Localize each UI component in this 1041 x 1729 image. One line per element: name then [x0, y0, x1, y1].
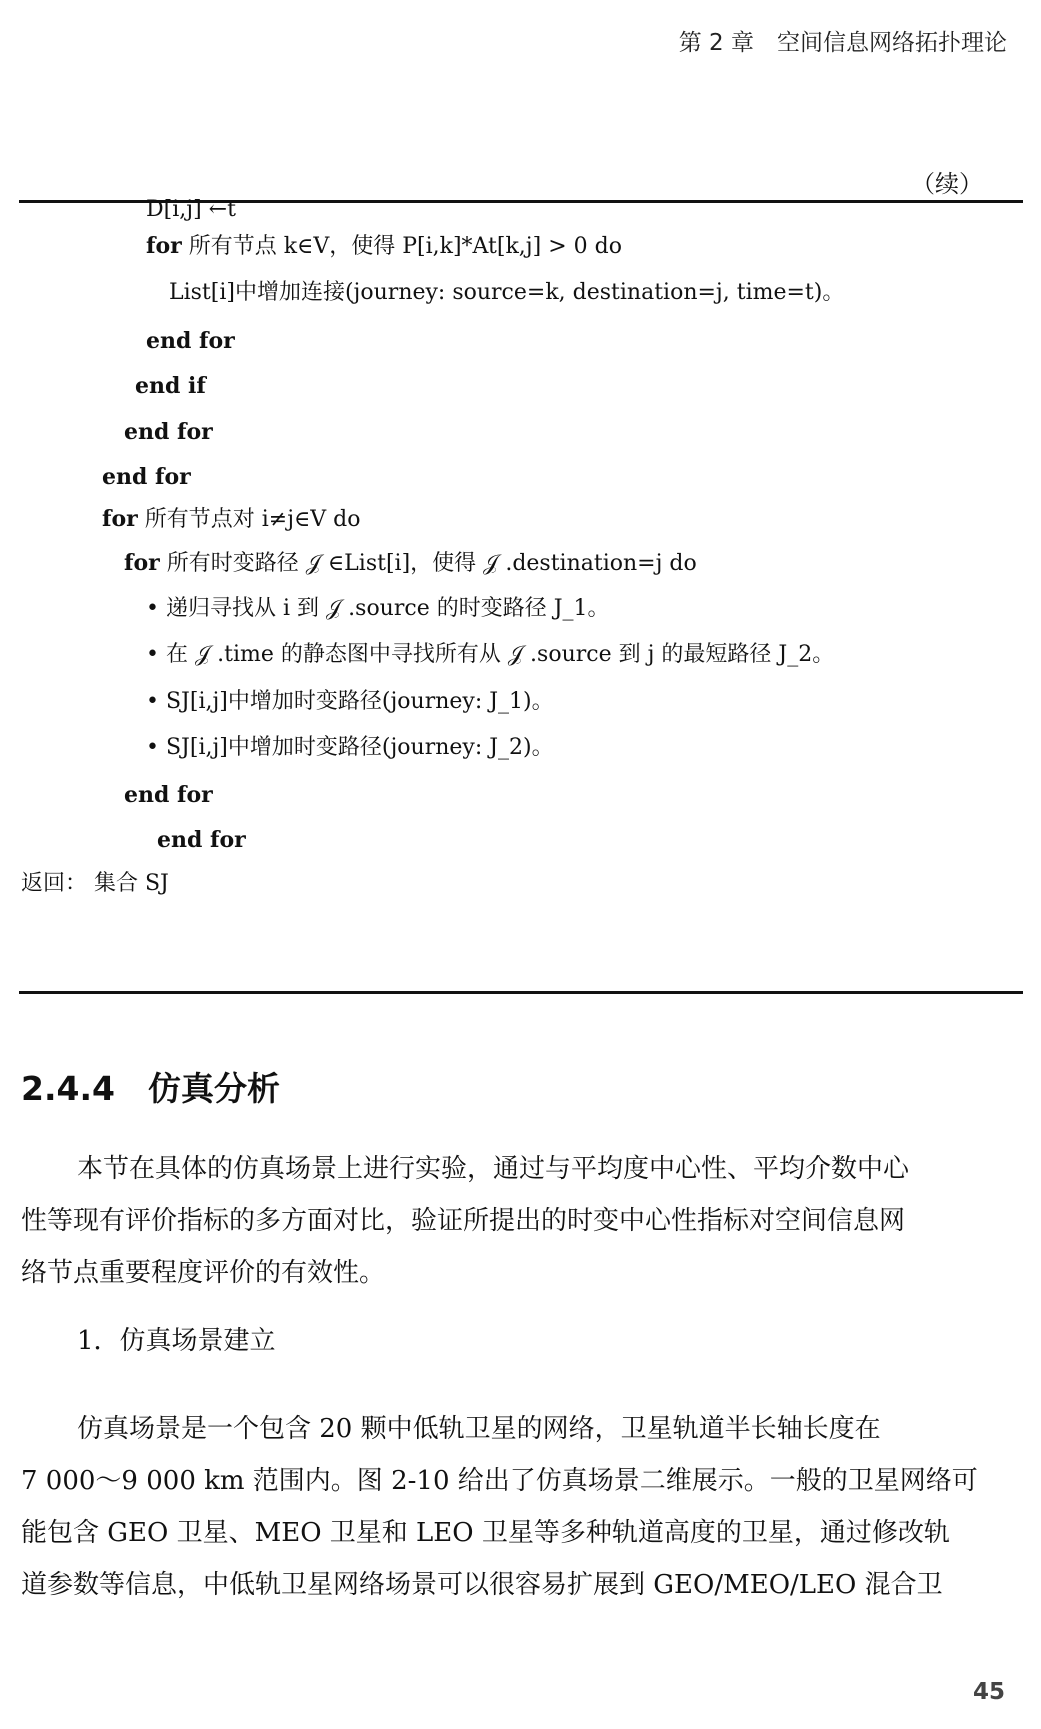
running-header: 第 2 章 空间信息网络拓扑理论	[678, 30, 1007, 56]
paragraph-line: 性等现有评价指标的多方面对比，验证所提出的时变中心性指标对空间信息网	[21, 1206, 906, 1236]
page-number: 45	[972, 1679, 1005, 1705]
paragraph-line: 道参数等信息，中低轨卫星网络场景可以很容易扩展到 GEO/MEO/LEO 混合卫	[21, 1570, 943, 1600]
algo-line-13: • SJ[i,j]中增加时变路径(journey: J_2)。	[146, 735, 554, 760]
continued-label: （续）	[911, 170, 983, 198]
paragraph-intro	[21, 1143, 1025, 1299]
algo-line-1: D[i,j] ←t	[146, 197, 236, 222]
paragraph-line: 络节点重要程度评价的有效性。	[21, 1258, 386, 1288]
algo-line-7: end for	[102, 464, 191, 490]
algo-line-14: end for	[124, 782, 213, 808]
paragraph-line: 本节在具体的仿真场景上进行实验，通过与平均度中心性、平均介数中心	[77, 1154, 910, 1184]
paragraph-line: 仿真场景是一个包含 20 颗中低轨卫星的网络，卫星轨道半长轴长度在	[77, 1414, 881, 1444]
algo-line-8: for 所有节点对 i≠j∈V do	[102, 506, 361, 532]
algo-line-6: end for	[124, 419, 213, 445]
table-bottom-rule	[19, 991, 1023, 994]
algo-line-10: • 递归寻找从 i 到 𝒥 .source 的时变路径 J_1。	[146, 596, 610, 621]
paragraph-line: 能包含 GEO 卫星、MEO 卫星和 LEO 卫星等多种轨道高度的卫星，通过修改轨	[21, 1518, 950, 1548]
algo-line-5: end if	[135, 373, 206, 399]
section-heading: 2.4.4 仿真分析	[21, 1069, 280, 1108]
algo-line-4: end for	[146, 328, 235, 354]
paragraph-line: 7 000～9 000 km 范围内。图 2-10 给出了仿真场景二维展示。一般的卫星网络可	[21, 1466, 978, 1496]
algo-line-15: end for	[157, 827, 246, 853]
subsection-heading: 1．仿真场景建立	[77, 1326, 276, 1356]
algo-line-2: for 所有节点 k∈V，使得 P[i,k]*At[k,j] > 0 do	[146, 233, 622, 259]
algo-line-3: List[i]中增加连接(journey: source=k, destination=j, time=t)。	[169, 280, 845, 305]
algo-line-11: • 在 𝒥 .time 的静态图中寻找所有从 𝒥 .source 到 j 的最短路径 J_2。	[146, 642, 835, 667]
algo-line-12: • SJ[i,j]中增加时变路径(journey: J_1)。	[146, 689, 554, 714]
algo-return-line: 返回： 集合 SJ	[21, 871, 169, 896]
algo-line-9: for 所有时变路径 𝒥 ∈List[i]，使得 𝒥 .destination=j do	[124, 550, 697, 576]
paragraph-scenario	[21, 1403, 1025, 1611]
